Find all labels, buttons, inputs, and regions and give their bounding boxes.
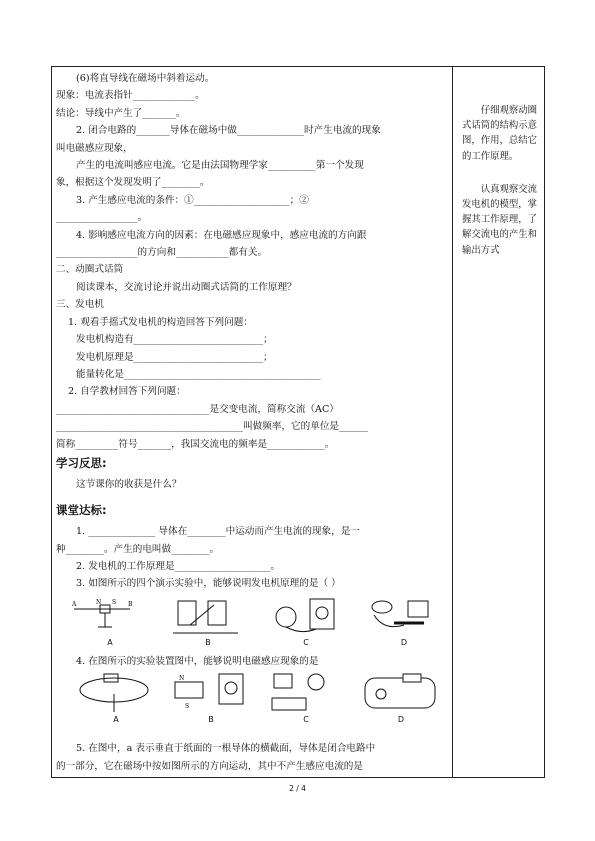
section-heading: 二、动圈式话筒 — [56, 264, 124, 276]
text-line: 1. ______________ 导体在________中运动而产生电流的现象，是一 — [76, 526, 360, 538]
figure-1a — [70, 595, 150, 651]
page-number: 2 / 4 — [289, 784, 306, 793]
text-line: 2. 发电机的工作原理是____________________。 — [76, 560, 281, 572]
text-line: 叫电磁感应现象， — [56, 142, 133, 154]
orbit-coil-diagram — [76, 672, 156, 714]
text-line: 2. 自学教材回答下列问题： — [68, 386, 186, 398]
text-line: ________________________________是交变电流，简称交流（AC） — [56, 403, 339, 415]
text-line: 简称_________符号_______，我国交流电的频率是____________。 — [56, 438, 335, 450]
reflection-heading: 学习反思: — [56, 455, 107, 470]
text-line: 的一部分，它在磁场中按如图所示的方向运动，其中不产生感应电流的是 — [56, 760, 363, 772]
figure-1b — [168, 595, 248, 651]
mark-N: N — [179, 675, 185, 683]
figure-label: B — [205, 637, 211, 647]
text-line: _________________。 — [56, 212, 148, 224]
bar-magnet-diagram — [70, 595, 150, 637]
side-column — [462, 103, 540, 276]
side-note-2: 认真观察交流发电机的模型，掌握其工作原理，了解交流电的产生和输出方式 — [462, 183, 538, 256]
mark-S: S — [112, 598, 117, 606]
section-heading: 三、发电机 — [56, 299, 104, 311]
text-line: 2. 闭合电路的_______导体在磁场中做______________时产生电流的现象 — [76, 125, 381, 137]
figure-2b — [171, 672, 251, 728]
magnet-meter-diagram — [171, 672, 251, 714]
mark-B: B — [128, 600, 133, 608]
text-line: 发电机构造有___________________________； — [76, 334, 273, 346]
text-line: 这节课你的收获是什么？ — [76, 479, 182, 491]
text-line: (6)将直导线在磁场中斜着运动。 — [76, 73, 215, 84]
coil-apparatus-diagram — [364, 595, 444, 637]
text-line: 5. 在图中，a 表示垂直于纸面的一根导体的横截面，导体是闭合电路中 — [76, 743, 376, 755]
figure-2a — [76, 672, 156, 728]
classroom-heading: 课堂达标: — [56, 502, 107, 517]
text-line: 3. 产生感应电流的条件：①____________________；② — [76, 194, 309, 206]
text-line: _________________的方向和___________都有关。 — [56, 247, 268, 259]
figure-label: C — [303, 637, 309, 647]
figure-label: A — [107, 637, 113, 647]
figure-label: D — [397, 715, 405, 725]
main-column — [56, 70, 450, 775]
mark-S: S — [185, 703, 190, 711]
text-line: 4. 影响感应电流方向的因素：在电磁感应现象中，感应电流的方向跟 — [76, 229, 367, 241]
text-line: 种________。产生的电叫做________。 — [56, 543, 220, 555]
text-line: 结论：导线中产生了_______。 — [56, 107, 186, 119]
mark-N: N — [96, 598, 102, 606]
text-line: 象，根据这个发现发明了________。 — [56, 177, 210, 189]
figure-2d — [361, 672, 441, 728]
figure-1c — [266, 595, 346, 651]
text-line: 能量转化是_________________________________________ — [76, 368, 321, 380]
figure-row-2 — [56, 672, 450, 738]
text-line: 产生的电流叫感应电流。它是由法国物理学家__________第一个发现 — [76, 160, 364, 172]
figure-2c — [266, 672, 346, 728]
figure-1d — [364, 595, 444, 651]
text-line: _______________________________________叫做频率，它的单位是______ — [56, 421, 368, 433]
figure-label: C — [303, 715, 309, 725]
text-line: 4. 在图所示的实验装置图中，能够说明电磁感应现象的是 — [76, 655, 319, 667]
text-line: 现象：电流表指针_____________。 — [56, 90, 205, 102]
figure-label: D — [400, 637, 408, 647]
circuit-loop-diagram — [361, 672, 441, 714]
side-note-1: 仔细观察动圈式话筒的结构示意图，作用，总结它的工作原理。 — [462, 105, 538, 162]
figure-label: A — [113, 715, 119, 725]
meter-circuit-diagram — [266, 595, 346, 637]
figure-label: B — [208, 715, 214, 725]
text-line: 1. 观看手摇式发电机的构造回答下列问题： — [68, 316, 253, 328]
figure-row-1 — [56, 595, 450, 651]
text-line: 阅读课本，交流讨论并说出动圈式话筒的工作原理？ — [76, 281, 297, 293]
mark-A: A — [72, 600, 77, 608]
gauge-apparatus-diagram — [266, 672, 346, 714]
text-line: 发电机原理是___________________________； — [76, 351, 273, 363]
text-line: 3. 如图所示的四个演示实验中，能够说明发电机原理的是（ ） — [76, 578, 341, 590]
column-divider — [452, 66, 453, 778]
magnet-block-diagram — [168, 595, 248, 637]
